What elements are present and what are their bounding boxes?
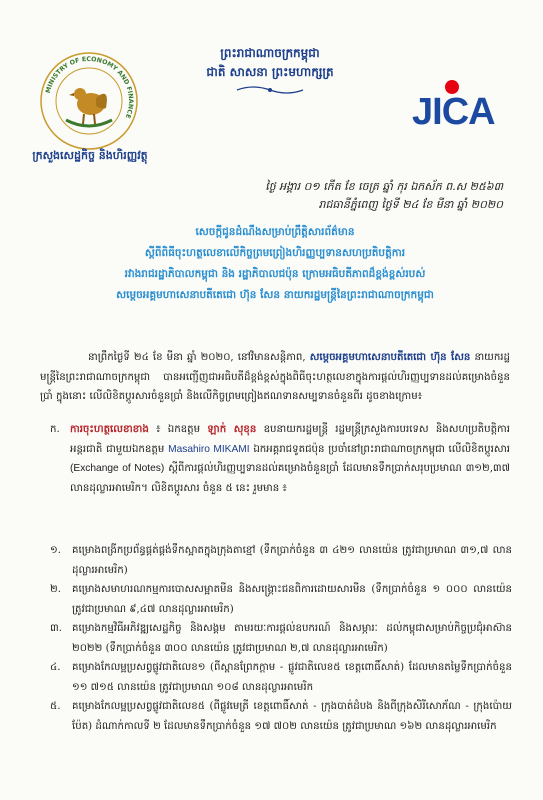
list-item <box>50 658 512 697</box>
section-text: ឧបនាយករដ្ឋមន្ត្រី រដ្ឋមន្ត្រីក្រសួងការបរទេស និងសហប្រតិបត្តិការអន្តរជាតិ ជាមួយឯកឧត្តម <box>70 424 510 455</box>
intro-text-start: នាព្រឹកថ្ងៃទី ២៤ ខែ មីនា ឆ្នាំ ២០២០, នៅវិមានសន្តិភាព, <box>88 352 310 363</box>
list-item <box>50 619 512 658</box>
exchange-of-notes-label: (Exchange of Notes) <box>70 463 165 474</box>
list-item-text: គម្រោងកែលម្អប្រសព្វផ្លូវជាតិលេខ១ (ពីស្ពានព្រែកក្ដាម - ផ្លូវជាតិលេខ៥ ខេត្តពោធិ៍សាត់) ដែលមានតម្លៃទឹកប្រាក់ចំនួន ១១ ៧១៥ លានយ៉េន ត្រូវជាប្រមាណ ១០៨ លានដុល្លារអាមេរិក <box>72 662 512 693</box>
press-release-title <box>70 222 480 306</box>
list-number: ៤. <box>50 662 61 673</box>
title-line: រវាងរាជរដ្ឋាភិបាលកម្ពុជា និង រដ្ឋាភិបាលជប៉ុន ក្រោមអធិបតីភាពដ៏ខ្ពង់ខ្ពស់របស់ <box>124 268 426 280</box>
list-item <box>50 697 512 736</box>
signing-section <box>50 420 510 498</box>
list-item-text: គម្រោងកម្មវិធីអភិវឌ្ឍសេដ្ឋកិច្ច និងសង្គម តាមរយៈការផ្តល់ឧបករណ៍ និងសម្ភារៈ ដល់កម្ពុជាសម្រាប់កិច្ចប្រជុំអាស៊ាន ២០២២ (ទឹកប្រាក់ចំនួន ៣០០ លានយ៉េន ត្រូវជាប្រមាណ ២,៧ លានដុល្លារអាមេរិក) <box>72 623 512 654</box>
ornament-divider-icon <box>235 85 305 95</box>
section-text: ឯកអគ្គរាជទូតជប៉ុន ប្រចាំនៅព្រះរាជាណាចក្រកម្ពុជា លើលិខិតប្តូរសារ <box>249 443 510 455</box>
ambassador-name: Masahiro MIKAMI <box>168 443 250 455</box>
section-text: ស្តីពីការផ្តល់ហិរញ្ញប្បទានដល់គម្រោងចំនួនប្រាំ ដែលមានទឹកប្រាក់សរុបប្រមាណ ៣១២,៣៧ លានដុល្លារអាមេរិក។ លិខិតប្តូរសារ ចំនួន ៥ នេះ រួមមាន ៖ <box>70 463 510 494</box>
intro-text-rest: នាយករដ្ឋមន្ត្រីនៃព្រះរាជាណាចក្រកម្ពុជា បានអញ្ជើញជាអធិបតីដ៏ខ្ពង់ខ្ពស់ក្នុងពិធីចុះហត្ថលេខាក្នុងការផ្តល់ហិរញ្ញប្បទានដល់គម្រោងចំនួនប្រាំ ក្នុងនោះ លើលិខិតប្តូរសារចំនួនប្រាំ និងលើកិច្ចព្រមព្រៀងឥណទានសម្បទានចំនួនពីរ ដូចខាងក្រោម៖ <box>40 352 511 402</box>
title-line: សម្តេចអគ្គមហាសេនាបតីតេជោ ហ៊ុន សែន នាយករដ្ឋមន្ត្រីនៃព្រះរាជាណាចក្រកម្ពុជា <box>116 289 434 301</box>
intro-paragraph <box>40 348 510 407</box>
ministry-seal-logo <box>36 48 142 154</box>
title-line: ស្តីពីពិធីចុះហត្ថលេខាលើកិច្ចព្រមព្រៀងហិរញ្ញប្បទានសហប្រតិបត្តិការ <box>144 247 406 259</box>
kingdom-name: ព្រះរាជាណាចក្រកម្ពុជា <box>220 46 320 60</box>
seal-ring-text: MINISTRY OF ECONOMY AND FINANCE <box>44 55 135 120</box>
list-item <box>50 580 512 619</box>
ministry-name: ក្រសួងសេដ្ឋកិច្ច និងហិរញ្ញវត្ថុ <box>32 149 148 162</box>
bird-emblem-icon <box>66 88 112 126</box>
list-item-text: គម្រោងពង្រីកប្រព័ន្ធផ្គត់ផ្គង់ទឹកស្អាតក្នុងក្រុងតាខ្មៅ (ទឹកប្រាក់ចំនួន ៣ ៤២១ លានយ៉េន ត្រូវជាប្រមាណ ៣១,៧ លានដុល្លារអាមេរិក) <box>72 545 512 576</box>
list-number: ២. <box>50 584 61 595</box>
kingdom-header <box>150 44 390 101</box>
list-item-text: គម្រោងសមាហរណកម្មការបោសសម្អាតមីន និងសង្គ្រោះជនពិការដោយសារមីន (ទឹកប្រាក់ចំនួន ១ ០០០ លានយ៉េន ត្រូវជាប្រមាណ ៩,៤៧ លានដុល្លារអាមេរិក) <box>72 584 512 615</box>
jica-wordmark: JICA <box>412 91 495 130</box>
list-number: ១. <box>50 545 61 556</box>
section-heading: ការចុះហត្ថលេខាខាង <box>70 423 149 435</box>
prime-minister-name: សម្តេចអគ្គមហាសេនាបតីតេជោ ហ៊ុន សែន <box>309 351 471 363</box>
section-text: ៖ ឯកឧត្តម <box>148 424 208 435</box>
list-item-text: គម្រោងកែលម្អប្រសព្វផ្លូវជាតិលេខ៥ (ពីផ្លូវមេត្រី ខេត្តពោធិ៍សាត់ - ក្រុងបាត់ដំបង និងពីក្រុងសិរីសោភ័ណ - ក្រុងប៉ោយប៉ែត) ដំណាក់កាលទី ២ ដែលមានទឹកប្រាក់ចំនួន ១៧ ៧០២ លានយ៉េន ត្រូវជាប្រមាណ ១៦២ លានដុល្លារអាមេរិក <box>72 701 512 732</box>
list-item <box>50 541 512 580</box>
section-letter: ក. <box>50 424 60 435</box>
solar-date: រាជធានីភ្នំពេញ ថ្ងៃទី ២៤ ខែ មីនា ឆ្នាំ ២០២០ <box>318 198 503 211</box>
lunar-date: ថ្ងៃ អង្គារ ០១ កើត ខែ ចេត្រ ឆ្នាំ កុរ ឯកស័ក ព.ស ២៥៦៣ <box>265 180 503 193</box>
national-motto: ជាតិ សាសនា ព្រះមហាក្សត្រ <box>206 65 334 79</box>
title-line: សេចក្តីជូនដំណឹងសម្រាប់ព្រឹត្តិសារព័ត៌មាន <box>195 226 355 238</box>
signatory-name: ឡាក់ សុខុន <box>207 423 257 435</box>
projects-list <box>50 541 512 736</box>
jica-logo <box>408 78 504 130</box>
list-number: ៥. <box>50 701 61 712</box>
list-number: ៣. <box>50 623 62 634</box>
